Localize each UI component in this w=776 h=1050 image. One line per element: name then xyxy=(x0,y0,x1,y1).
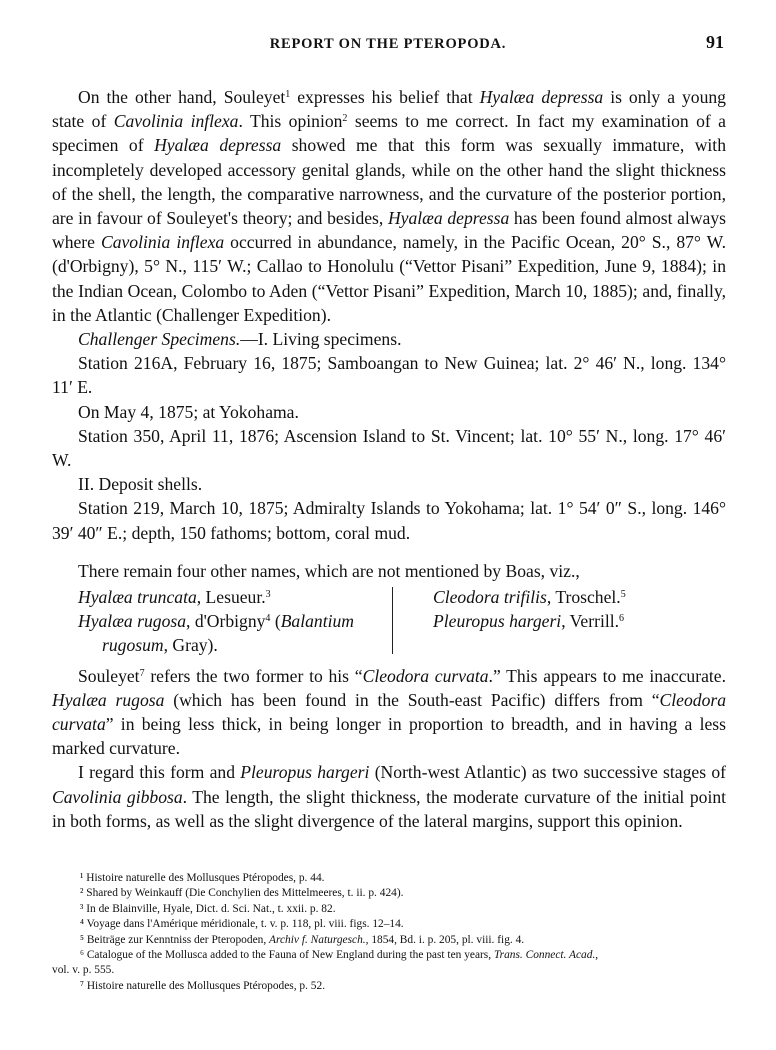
names-column-right xyxy=(393,585,626,658)
station-219: Station 219, March 10, 1875; Admiralty Islands to Yokohama; lat. 1° 54′ 0″ S., long. 146° 39′ 40″ E.; depth, 150 fathoms; bottom, coral mud. xyxy=(52,498,726,543)
footnote-ref-4[interactable]: 4 xyxy=(265,613,271,625)
footnote-ref-2[interactable]: 2 xyxy=(342,113,348,125)
names-table xyxy=(78,585,726,658)
name-balantium-rugosum: rugosum, Gray). xyxy=(102,635,218,656)
name-pleuropus-hargeri: Pleuropus hargeri, Verrill.$^6$ xyxy=(433,611,625,632)
footnote-ref-1[interactable]: 1 xyxy=(285,89,291,100)
footnote-ref-7[interactable]: 7 xyxy=(139,667,145,679)
challenger-heading: Challenger Specimens.—I. Living specimens. xyxy=(78,329,402,350)
name-hyalaea-truncata: Hyalæa truncata, Lesueur.$^3$ xyxy=(78,587,271,608)
footnote-ref-6[interactable]: 6 xyxy=(619,613,625,625)
footnote-4: ⁴ Voyage dans l'Amérique méridionale, t. v. p. 118, pl. viii. figs. 12–14. xyxy=(80,918,404,931)
footnote-3: ³ In de Blainville, Hyale, Dict. d. Sci. Nat., t. xxii. p. 82. xyxy=(80,902,336,915)
footnote-7: ⁷ Histoire naturelle des Mollusques Ptéropodes, p. 52. xyxy=(80,979,326,992)
footnote-ref-3[interactable]: 3 xyxy=(265,589,271,601)
station-may-4: On May 4, 1875; at Yokohama. xyxy=(78,401,299,422)
name-cleodora-trifilis: Cleodora trifilis, Troschel.$^5$ xyxy=(433,587,626,608)
footnote-5: ⁵ Beiträge zur Kenntniss der Pteropoden, Archiv f. Naturgesch., 1854, Bd. i. p. 205, pl. viii. fig. 4. xyxy=(80,933,525,946)
running-title: REPORT ON THE PTEROPODA. xyxy=(269,36,507,52)
paragraph-depressa: On the other hand, Souleyet$^1$ expresses his belief that Hyalæa depressa is only a young state of Cavolinia inflexa. This opinion$^2$ seems to me correct. In fact my examination of a specimen of Hyalæa depressa showed me that this form was sexually immature, with incompletely developed accessory genital glands, while on the other hand the slight thickness of the shell, the length, the comparative narrowness, and the curvature of the posterior portion, are in favour of Souleyet's theory; and besides, Hyalæa depressa has been found almost always where Cavolinia inflexa occurred in abundance, namely, in the Pacific Ocean, 20° S., 87° W. (d'Orbigny), 5° N., 115′ W.; Callao to Honolulu (“Vettor Pisani” Expedition, June 9, 1884); in the Indian Ocean, Colombo to Aden (“Vettor Pisani” Expedition, March 10, 1885); and, finally, in the Atlantic (Challenger Expedition). xyxy=(52,87,726,325)
footnote-ref-5[interactable]: 5 xyxy=(620,589,626,601)
page-number: 91 xyxy=(706,32,724,52)
paragraph-gibbosa: I regard this form and Pleuropus hargeri (North-west Atlantic) as two successive stages of Cavolinia gibbosa. The length, the slight thickness, the moderate curvature of the initial point in both forms, as well as the slight divergence of the lateral margins, support this opinion. xyxy=(52,762,727,831)
section-gap xyxy=(52,545,726,559)
page-header xyxy=(52,30,724,60)
paragraph-souleyet: Souleyet$^7$ refers the two former to his “Cleodora curvata.” This appears to me inaccurate. Hyalæa rugosa (which has been found in the South-east Pacific) differs from “Cleodora curvata” in being less thick, in being longer in proportion to breadth, and in having a less marked curvature. xyxy=(52,665,727,759)
footnote-2: ² Shared by Weinkauff (Die Conchylien des Mittelmeeres, t. ii. p. 424). xyxy=(80,887,404,900)
station-216a: Station 216A, February 16, 1875; Samboangan to New Guinea; lat. 2° 46′ N., long. 134° 11′ E. xyxy=(52,353,726,398)
main-text xyxy=(52,85,726,833)
footnotes xyxy=(52,871,726,994)
footnote-1: ¹ Histoire naturelle des Mollusques Ptéropodes, p. 44. xyxy=(80,872,325,884)
names-intro: There remain four other names, which are not mentioned by Boas, viz., xyxy=(78,560,580,581)
deposit-shells-heading: II. Deposit shells. xyxy=(78,474,203,495)
station-350: Station 350, April 11, 1876; Ascension Island to St. Vincent; lat. 10° 55′ N., long. 17° 46′ W. xyxy=(52,425,726,471)
footnote-6-continued: vol. v. p. 555. xyxy=(52,964,115,977)
names-column-left xyxy=(78,585,392,658)
footnote-6: ⁶ Catalogue of the Mollusca added to the Fauna of New England during the past ten years, Trans. Connect. Acad., xyxy=(80,949,599,962)
name-hyalaea-rugosa: Hyalæa rugosa, d'Orbigny$^4$ (Balantium xyxy=(78,611,354,632)
